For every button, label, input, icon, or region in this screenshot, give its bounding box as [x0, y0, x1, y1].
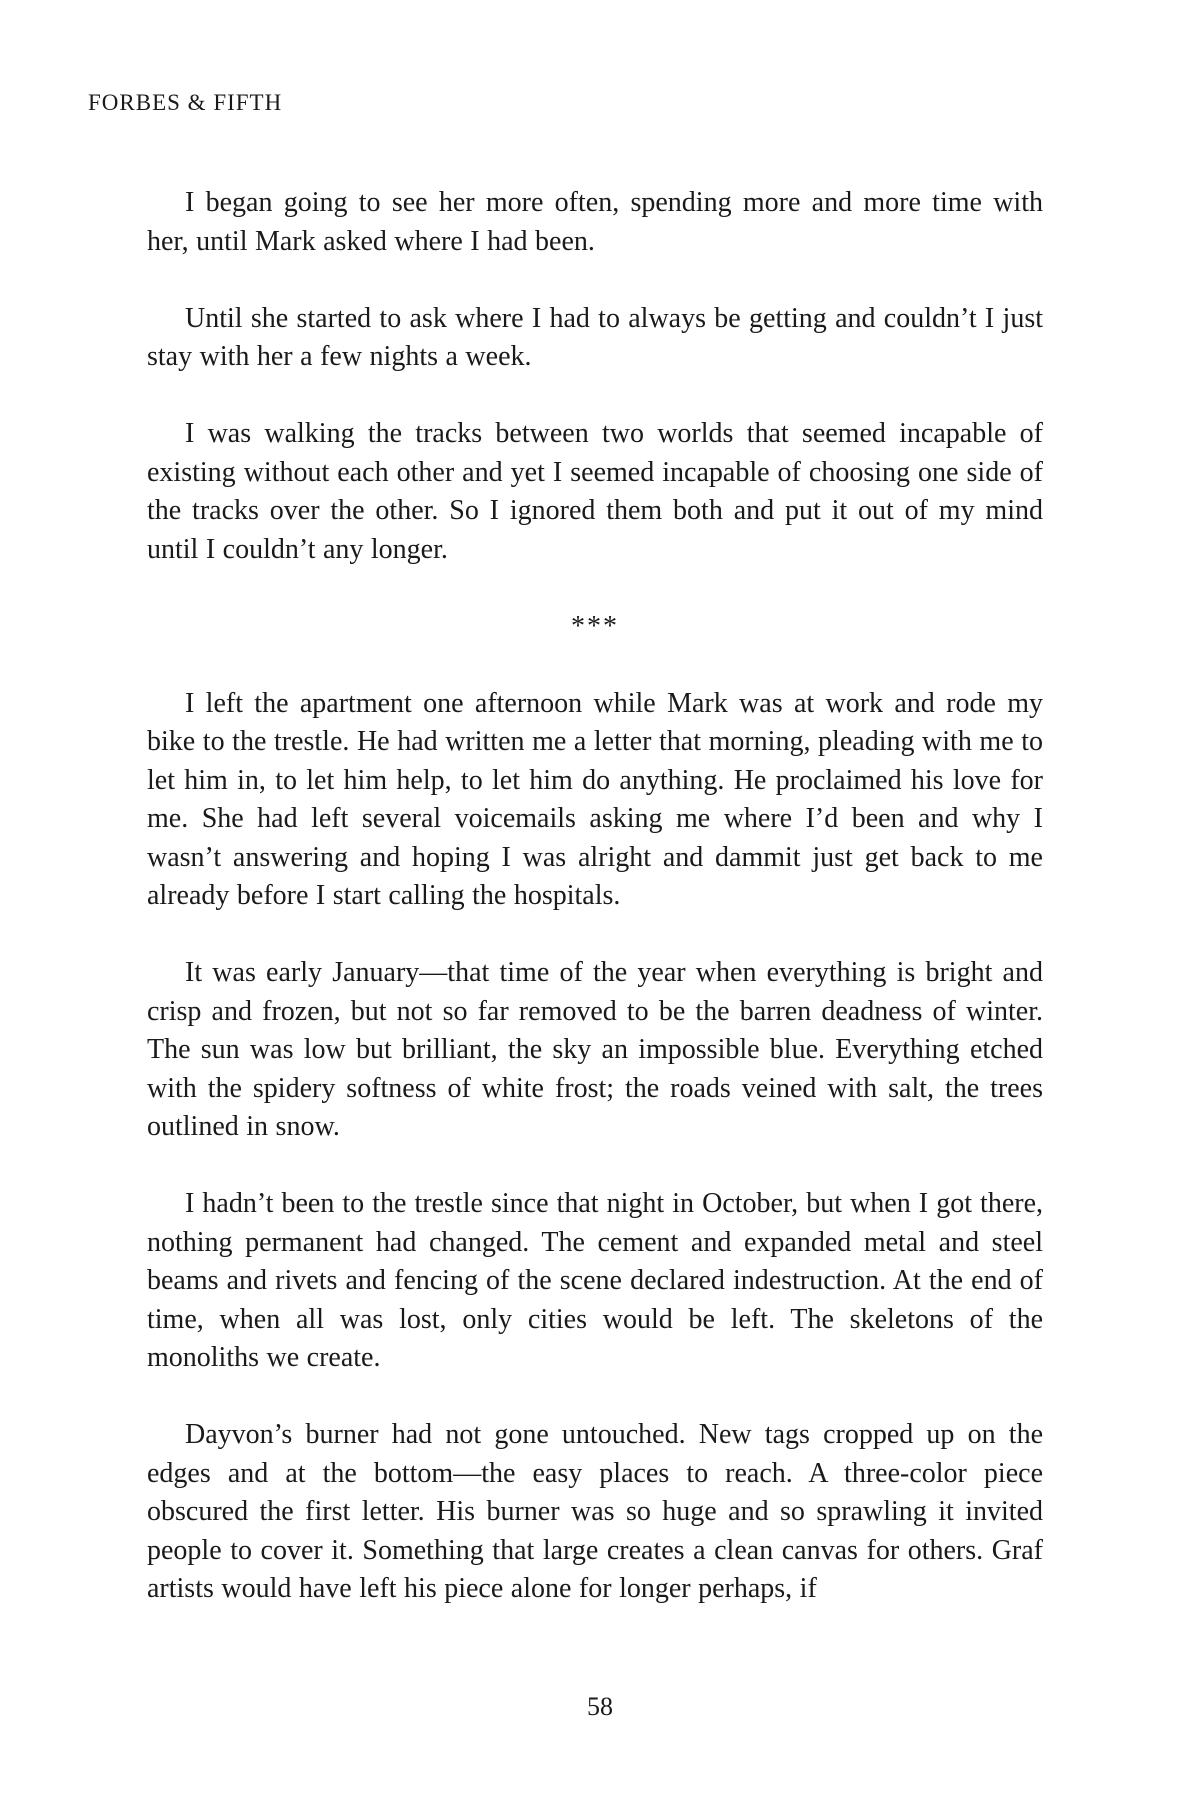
paragraph-3: I was walking the tracks between two worlds that seemed incapable of existing without each other and yet I seemed incapable of choosing one side of the tracks over the other. So I ignored them both and put it out of my mind until I couldn’t any longer. [147, 418, 1043, 565]
page-number: 58 [587, 1692, 613, 1721]
paragraph-4: I left the apartment one afternoon while Mark was at work and rode my bike to the trestle. He had written me a letter that morning, pleading with me to let him in, to let him help, to let him do anything. He proclaimed his love for me. She had left several voicemails asking me where I’d been and why I wasn’t answering and hoping I was alright and dammit just get back to me already before I start calling the hospitals. [147, 687, 1043, 911]
paragraph-5: It was early January—that time of the year when everything is bright and crisp and frozen, but not so far removed to be the barren deadness of winter. The sun was low but brilliant, the sky an impossible blue. Everything etched with the spidery softness of white frost; the roads veined with salt, the trees outlined in snow. [147, 957, 1043, 1142]
paragraph-1: I began going to see her more often, spending more and more time with her, until Mark asked where I had been. [147, 187, 1043, 257]
section-break-asterisks: *** [571, 610, 619, 642]
paragraph-7: Dayvon’s burner had not gone untouched. New tags cropped up on the edges and at the bottom—the easy places to reach. A three-color piece obscured the first letter. His burner was so huge and so sprawling it invited people to cover it. Something that large creates a clean canvas for others. Graf artists would have left his piece alone for longer perhaps, if [147, 1419, 1043, 1604]
page-content [147, 184, 1043, 1647]
paragraph-6: I hadn’t been to the trestle since that night in October, but when I got there, nothing permanent had changed. The cement and expanded metal and steel beams and rivets and fencing of the scene declared indestruction. At the end of time, when all was lost, only cities would be left. The skeletons of the monoliths we create. [147, 1188, 1043, 1373]
running-header: FORBES & FIFTH [88, 90, 283, 115]
paragraph-2: Until she started to ask where I had to always be getting and couldn’t I just stay with her a few nights a week. [147, 302, 1043, 372]
